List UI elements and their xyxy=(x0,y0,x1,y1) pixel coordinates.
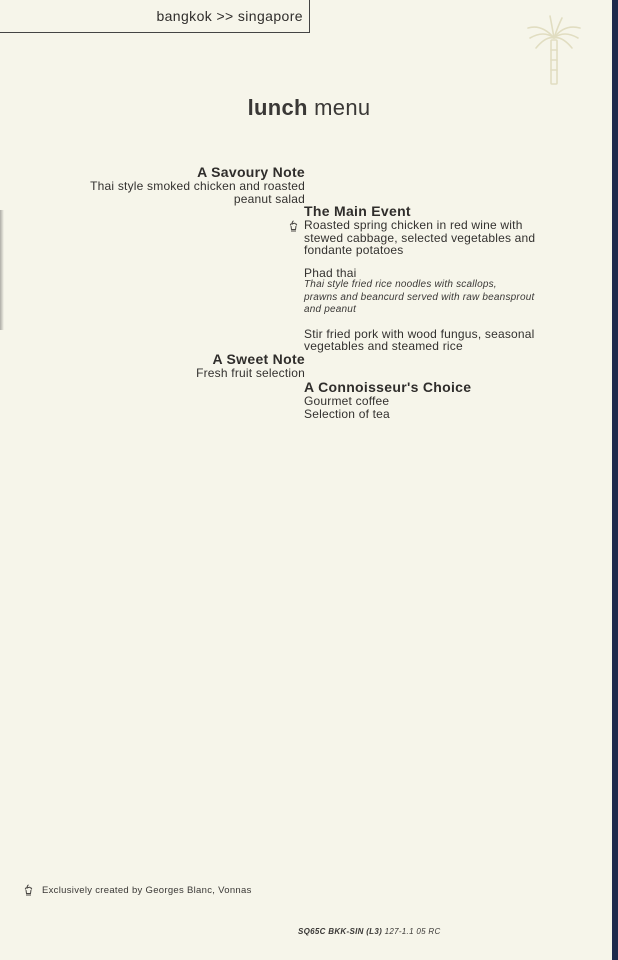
chef-hat-icon xyxy=(289,220,298,232)
chef-hat-icon xyxy=(24,884,33,896)
course-item-line: fondante potatoes xyxy=(304,243,404,257)
course-item-line: Gourmet coffee xyxy=(304,394,390,408)
page-shadow xyxy=(0,210,4,330)
course-connoisseur xyxy=(304,379,589,420)
course-main xyxy=(304,203,589,353)
course-item-line: vegetables and steamed rice xyxy=(304,339,463,353)
course-item-line: Stir fried pork with wood fungus, seasonal xyxy=(304,326,535,341)
page-binding-edge xyxy=(612,0,618,960)
route-label: bangkok >> singapore xyxy=(156,8,303,24)
course-item-name: Phad thai xyxy=(304,265,357,280)
course-item-line: stewed cabbage, selected vegetables and xyxy=(304,230,536,245)
course-item-line: Selection of tea xyxy=(304,406,390,421)
course-savoury xyxy=(90,164,305,205)
course-item-line: peanut salad xyxy=(233,191,305,206)
course-item-line: Thai style smoked chicken and roasted xyxy=(90,179,305,193)
main-option-2 xyxy=(304,267,589,317)
title-rest: menu xyxy=(307,95,371,120)
course-item-line: Fresh fruit selection xyxy=(196,366,305,380)
page-title xyxy=(0,95,618,121)
flight-code: SQ65C BKK-SIN (L3) xyxy=(298,927,383,936)
main-option-3 xyxy=(304,328,589,353)
course-item-desc: Thai style fried rice noodles with scallops, xyxy=(304,279,497,290)
course-heading: The Main Event xyxy=(304,203,411,219)
title-bold: lunch xyxy=(247,95,308,120)
course-item-desc: prawns and beancurd served with raw beansprout xyxy=(304,291,535,303)
palm-tree-icon xyxy=(524,14,584,86)
main-option-1 xyxy=(304,219,589,257)
course-heading: A Sweet Note xyxy=(212,351,305,367)
course-heading: A Savoury Note xyxy=(197,164,305,180)
reference-code: 127-1.1 05 RC xyxy=(382,927,441,936)
course-item-line: Roasted spring chicken in red wine with xyxy=(304,218,523,232)
route-label-box xyxy=(0,0,310,33)
menu-code xyxy=(298,927,441,936)
course-item-desc: and peanut xyxy=(304,304,357,315)
footnote-text: Exclusively created by Georges Blanc, Vonnas xyxy=(42,884,252,896)
footnote xyxy=(24,884,252,896)
course-heading: A Connoisseur's Choice xyxy=(304,379,472,395)
course-sweet xyxy=(196,351,305,380)
